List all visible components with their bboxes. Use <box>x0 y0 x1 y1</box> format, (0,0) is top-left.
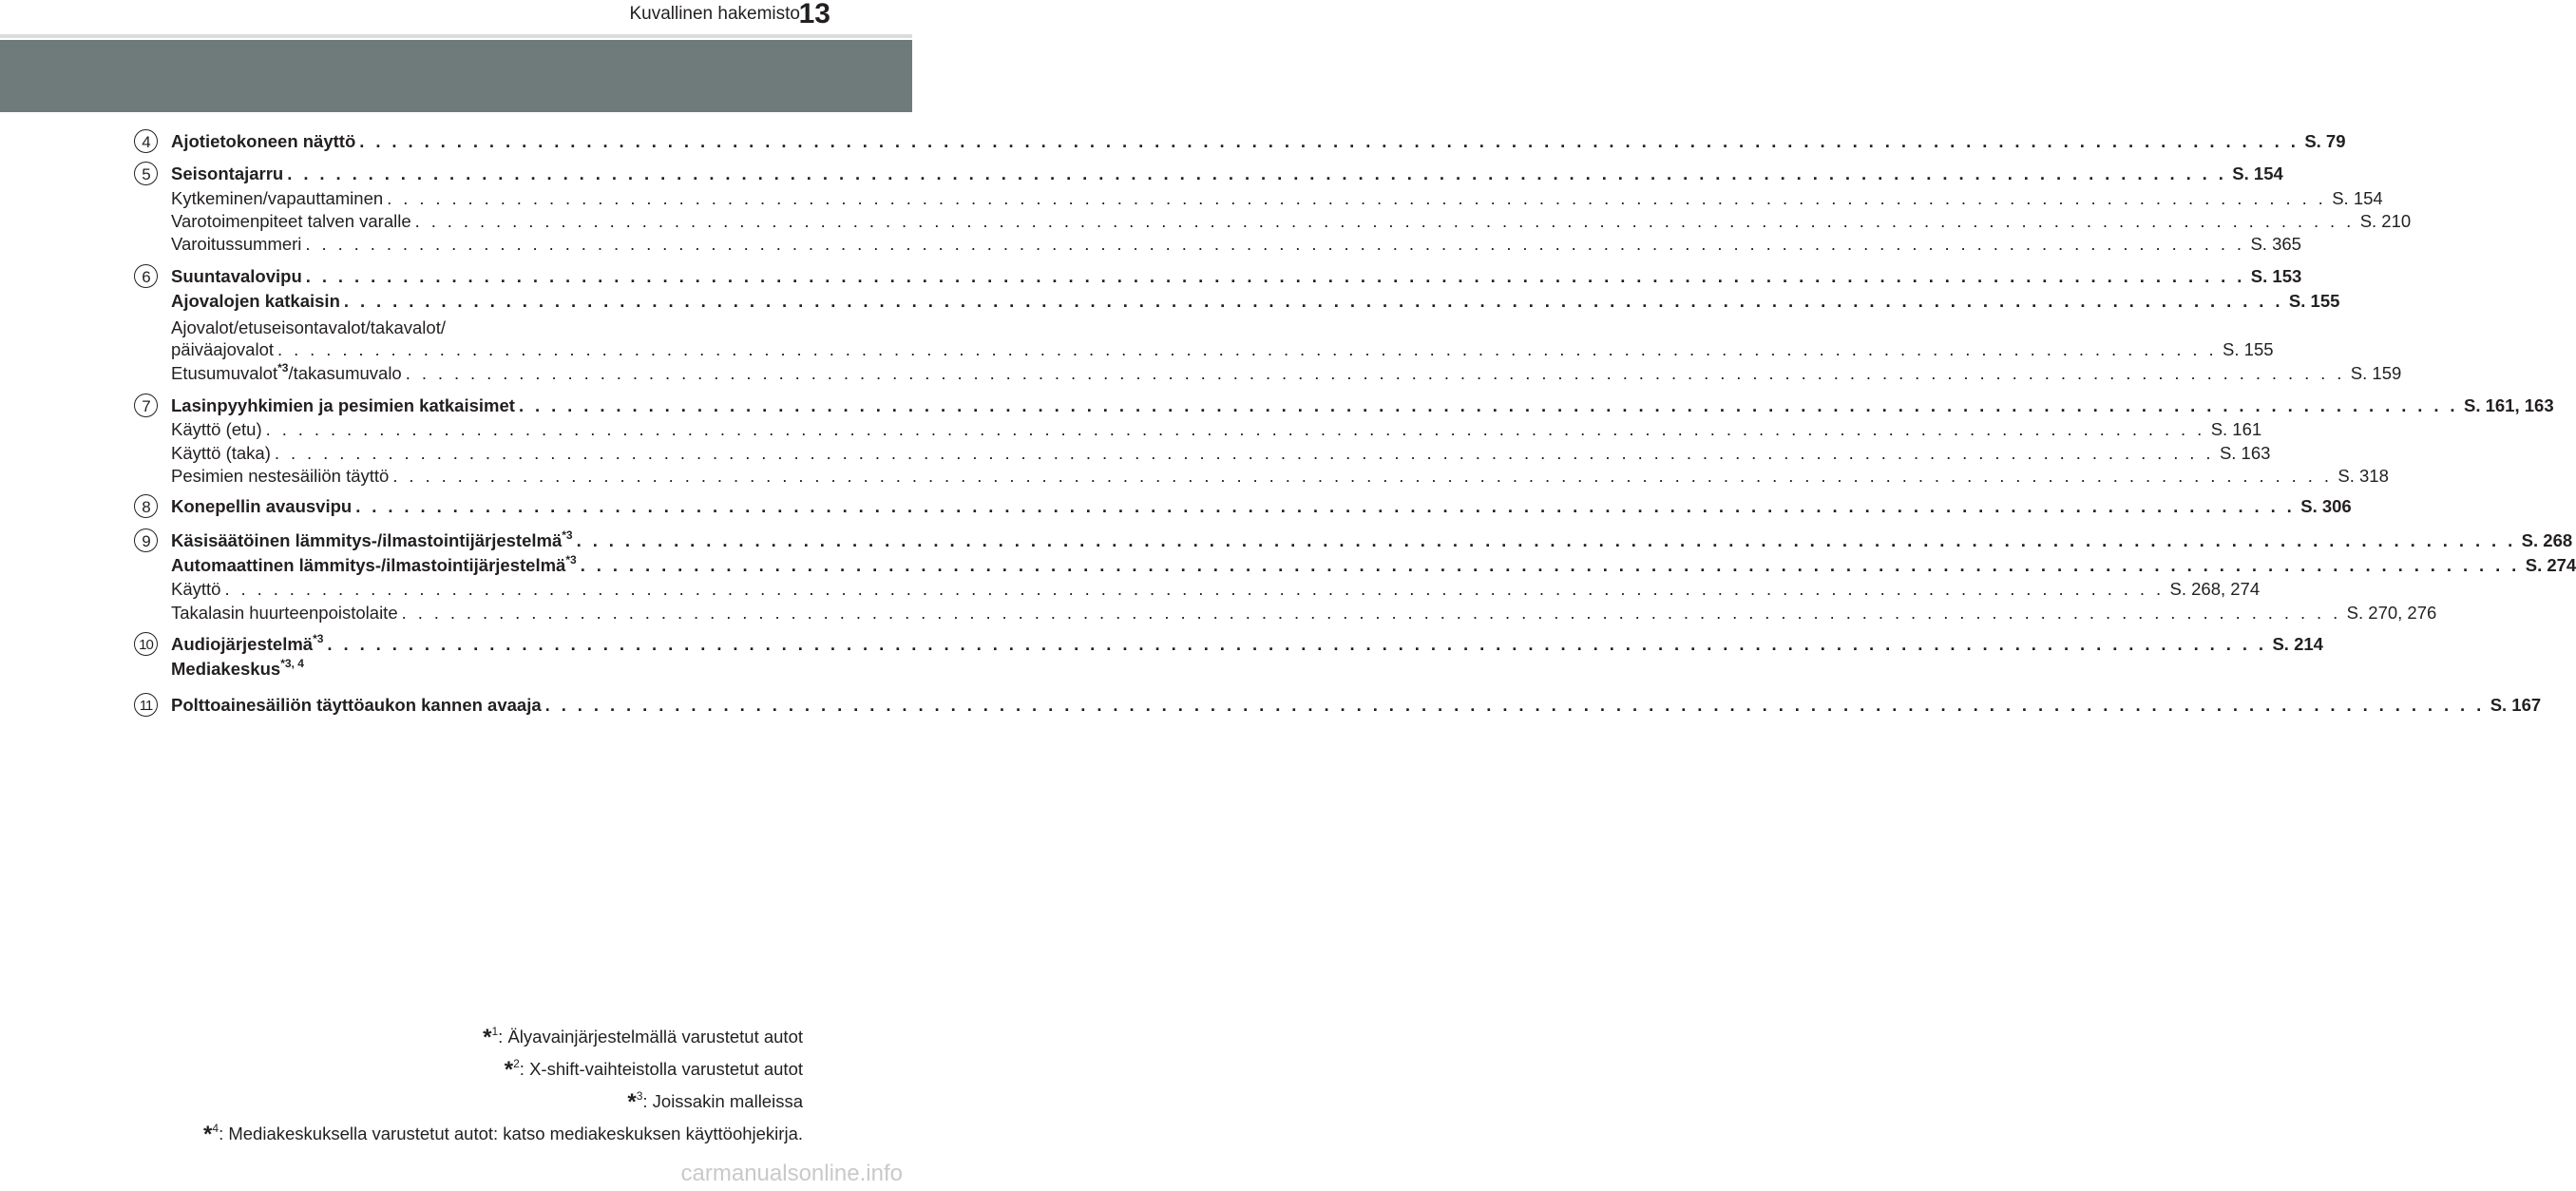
index-label: Kytkeminen/vapauttaminen <box>171 188 384 208</box>
index-row <box>171 163 2283 185</box>
leader-dots: . . . . . . . . . . . . . . . . . . . . . . . . . . . . . . . . . . . . . . . . . . . . . . . . . . . . . . . . . . . . . . . . . . . . . . . . . . . . . . . . . . . . . . . . . . . . . . . . . . . . . . . . . . . . . . . . . . . . . . . . <box>544 695 2485 715</box>
index-label: Pesimien nestesäiliön täyttö <box>171 466 390 486</box>
leader-dots: . . . . . . . . . . . . . . . . . . . . . . . . . . . . . . . . . . . . . . . . . . . . . . . . . . . . . . . . . . . . . . . . . . . . . . . . . . . . . . . . . . . . . . . . . . . . . . . . . . . . . . . . . . . . . . . . . . . . . . . . <box>580 555 2520 575</box>
page-reference[interactable]: S. 268, 274 <box>2169 579 2261 599</box>
index-row <box>171 338 2274 361</box>
index-row <box>171 210 2412 233</box>
section-badge-6: 6 <box>134 264 158 288</box>
footnote: *$^1$: Älyavainjärjestelmällä varustetut autot <box>483 1025 803 1050</box>
index-label: Etusumuvalot$^{*3}$/takasumuvalo <box>171 361 402 383</box>
index-label: Suuntavalovipu <box>171 266 302 286</box>
page-reference[interactable]: S. 79 <box>2304 131 2346 151</box>
leader-dots: . . . . . . . . . . . . . . . . . . . . . . . . . . . . . . . . . . . . . . . . . . . . . . . . . . . . . . . . . . . . . . . . . . . . . . . . . . . . . . . . . . . . . . . . . . . . . . . . . . . . . . . . . . . . . . . . . . . . . . . . <box>287 163 2227 183</box>
index-row <box>171 465 2389 488</box>
page-reference[interactable]: S. 270, 276 <box>2346 603 2437 623</box>
leader-dots: . . . . . . . . . . . . . . . . . . . . . . . . . . . . . . . . . . . . . . . . . . . . . . . . . . . . . . . . . . . . . . . . . . . . . . . . . . . . . . . . . . . . . . . . . . . . . . . . . . . . . . . . . . . . . . . . . . . . . . . . <box>305 234 2245 254</box>
header-strip <box>0 0 912 34</box>
index-row <box>171 578 2261 601</box>
index-row <box>171 233 2301 256</box>
footnotes <box>203 1021 803 1150</box>
leader-dots: . . . . . . . . . . . . . . . . . . . . . . . . . . . . . . . . . . . . . . . . . . . . . . . . . . . . . . . . . . . . . . . . . . . . . . . . . . . . . . . . . . . . . . . . . . . . . . . . . . . . . . . . . . . . . . . . . . . . . . . . <box>392 466 2333 486</box>
index-row <box>171 442 2271 465</box>
header-band <box>0 40 912 112</box>
index-label: Automaattinen lämmitys-/ilmastointijärjestelmä$^{*3}$ <box>171 553 577 575</box>
index-row <box>171 553 2576 577</box>
index-label: Mediakeskus$^{*3, 4}$ <box>171 657 304 679</box>
page-reference[interactable]: S. 318 <box>2337 466 2389 486</box>
footnote: *$^4$: Mediakeskuksella varustetut autot: katso mediakeskuksen käyttöohjekirja. <box>203 1122 803 1147</box>
page-reference[interactable]: S. 274 <box>2525 555 2576 575</box>
index-label: Käsisäätöinen lämmitys-/ilmastointijärjestelmä$^{*3}$ <box>171 528 573 550</box>
index-row <box>171 658 768 681</box>
page-reference[interactable]: S. 210 <box>2359 211 2412 231</box>
page-reference[interactable]: S. 161, 163 <box>2463 395 2554 415</box>
index-label: Ajotietokoneen näyttö <box>171 131 356 151</box>
page-reference[interactable]: S. 167 <box>2490 695 2542 715</box>
leader-dots: . . . . . . . . . . . . . . . . . . . . . . . . . . . . . . . . . . . . . . . . . . . . . . . . . . . . . . . . . . . . . . . . . . . . . . . . . . . . . . . . . . . . . . . . . . . . . . . . . . . . . . . . . . . . . . . . . . . . . . . . <box>401 603 2341 623</box>
index-label: Konepellin avausvipu <box>171 496 353 516</box>
index-label: Varotoimenpiteet talven varalle <box>171 211 411 231</box>
leader-dots: . . . . . . . . . . . . . . . . . . . . . . . . . . . . . . . . . . . . . . . . . . . . . . . . . . . . . . . . . . . . . . . . . . . . . . . . . . . . . . . . . . . . . . . . . . . . . . . . . . . . . . . . . . . . . . . . . . . . . . . . <box>274 443 2214 463</box>
page-reference[interactable]: S. 214 <box>2272 634 2323 654</box>
section-badge-5: 5 <box>134 162 158 185</box>
leader-dots: . . . . . . . . . . . . . . . . . . . . . . . . . . . . . . . . . . . . . . . . . . . . . . . . . . . . . . . . . . . . . . . . . . . . . . . . . . . . . . . . . . . . . . . . . . . . . . . . . . . . . . . . . . . . . . . . . . . . . . . . <box>343 291 2283 311</box>
index-label: Polttoainesäiliön täyttöaukon kannen avaaja <box>171 695 542 715</box>
index-row <box>171 290 2340 313</box>
index-label: Käyttö <box>171 579 221 599</box>
index-row <box>171 317 768 339</box>
page-reference[interactable]: S. 365 <box>2250 234 2301 254</box>
footnote: *$^2$: X-shift-vaihteistolla varustetut autot <box>504 1057 803 1083</box>
footnote: *$^3$: Joissakin malleissa <box>627 1089 803 1115</box>
chapter-title: Kuvallinen hakemisto <box>629 4 800 24</box>
index-row <box>171 528 2573 552</box>
leader-dots: . . . . . . . . . . . . . . . . . . . . . . . . . . . . . . . . . . . . . . . . . . . . . . . . . . . . . . . . . . . . . . . . . . . . . . . . . . . . . . . . . . . . . . . . . . . . . . . . . . . . . . . . . . . . . . . . . . . . . . . . <box>387 188 2327 208</box>
index-row <box>171 394 2554 417</box>
index-row <box>171 602 2437 624</box>
footnote-reference: *3 <box>313 632 324 645</box>
index-row <box>171 694 2542 717</box>
leader-dots: . . . . . . . . . . . . . . . . . . . . . . . . . . . . . . . . . . . . . . . . . . . . . . . . . . . . . . . . . . . . . . . . . . . . . . . . . . . . . . . . . . . . . . . . . . . . . . . . . . . . . . . . . . . . . . . . . . . . . . . . <box>224 579 2165 599</box>
index-label: Lasinpyyhkimien ja pesimien katkaisimet <box>171 395 515 415</box>
section-badge-8: 8 <box>134 494 158 518</box>
page-reference[interactable]: S. 159 <box>2350 363 2402 383</box>
footnote-reference: *3 <box>277 361 289 375</box>
leader-dots: . . . . . . . . . . . . . . . . . . . . . . . . . . . . . . . . . . . . . . . . . . . . . . . . . . . . . . . . . . . . . . . . . . . . . . . . . . . . . . . . . . . . . . . . . . . . . . . . . . . . . . . . . . . . . . . . . . . . . . . . <box>305 266 2245 286</box>
header-divider <box>0 34 912 38</box>
section-badge-9: 9 <box>134 528 158 552</box>
footnote-reference: *3 <box>565 553 577 567</box>
index-label: Seisontajarru <box>171 163 284 183</box>
page-reference[interactable]: S. 161 <box>2210 419 2262 439</box>
index-label: päiväajovalot <box>171 339 274 359</box>
index-label: Käyttö (taka) <box>171 443 271 463</box>
section-badge-4: 4 <box>134 129 158 153</box>
page-reference[interactable]: S. 163 <box>2219 443 2271 463</box>
page-reference[interactable]: S. 153 <box>2250 266 2302 286</box>
leader-dots: . . . . . . . . . . . . . . . . . . . . . . . . . . . . . . . . . . . . . . . . . . . . . . . . . . . . . . . . . . . . . . . . . . . . . . . . . . . . . . . . . . . . . . . . . . . . . . . . . . . . . . . . . . . . . . . . . . . . . . . . <box>355 496 2296 516</box>
section-badge-7: 7 <box>134 394 158 417</box>
leader-dots: . . . . . . . . . . . . . . . . . . . . . . . . . . . . . . . . . . . . . . . . . . . . . . . . . . . . . . . . . . . . . . . . . . . . . . . . . . . . . . . . . . . . . . . . . . . . . . . . . . . . . . . . . . . . . . . . . . . . . . . . <box>405 363 2345 383</box>
page-reference[interactable]: S. 268 <box>2521 530 2573 550</box>
page-reference[interactable]: S. 155 <box>2223 339 2274 359</box>
index-label: Takalasin huurteenpoistolaite <box>171 603 398 623</box>
page-reference[interactable]: S. 154 <box>2332 188 2383 208</box>
index-label: Varoitussummeri <box>171 234 302 254</box>
watermark: carmanualsonline.info <box>680 1161 903 1186</box>
page-reference[interactable]: S. 154 <box>2232 163 2283 183</box>
page-reference[interactable]: S. 155 <box>2288 291 2340 311</box>
index-row <box>171 130 2346 153</box>
footnote-reference: *3 <box>562 528 573 542</box>
leader-dots: . . . . . . . . . . . . . . . . . . . . . . . . . . . . . . . . . . . . . . . . . . . . . . . . . . . . . . . . . . . . . . . . . . . . . . . . . . . . . . . . . . . . . . . . . . . . . . . . . . . . . . . . . . . . . . . . . . . . . . . . <box>277 339 2218 359</box>
leader-dots: . . . . . . . . . . . . . . . . . . . . . . . . . . . . . . . . . . . . . . . . . . . . . . . . . . . . . . . . . . . . . . . . . . . . . . . . . . . . . . . . . . . . . . . . . . . . . . . . . . . . . . . . . . . . . . . . . . . . . . . . <box>359 131 2299 151</box>
page-number: 13 <box>798 0 830 29</box>
index-row <box>171 495 2352 518</box>
index-row <box>171 632 2323 656</box>
index-row <box>171 361 2402 385</box>
leader-dots: . . . . . . . . . . . . . . . . . . . . . . . . . . . . . . . . . . . . . . . . . . . . . . . . . . . . . . . . . . . . . . . . . . . . . . . . . . . . . . . . . . . . . . . . . . . . . . . . . . . . . . . . . . . . . . . . . . . . . . . . <box>518 395 2458 415</box>
index-label: Ajovalojen katkaisin <box>171 291 340 311</box>
index-row <box>171 265 2302 288</box>
index-row <box>171 418 2262 441</box>
leader-dots: . . . . . . . . . . . . . . . . . . . . . . . . . . . . . . . . . . . . . . . . . . . . . . . . . . . . . . . . . . . . . . . . . . . . . . . . . . . . . . . . . . . . . . . . . . . . . . . . . . . . . . . . . . . . . . . . . . . . . . . . <box>327 634 2267 654</box>
section-badge-11: 11 <box>134 693 158 717</box>
index-row <box>171 187 2383 210</box>
index-label: Ajovalot/etuseisontavalot/takavalot/ <box>171 317 446 337</box>
page-reference[interactable]: S. 306 <box>2300 496 2352 516</box>
index-label: Audiojärjestelmä$^{*3}$ <box>171 632 324 654</box>
footnote-reference: *3, 4 <box>280 657 304 670</box>
leader-dots: . . . . . . . . . . . . . . . . . . . . . . . . . . . . . . . . . . . . . . . . . . . . . . . . . . . . . . . . . . . . . . . . . . . . . . . . . . . . . . . . . . . . . . . . . . . . . . . . . . . . . . . . . . . . . . . . . . . . . . . . <box>576 530 2516 550</box>
leader-dots: . . . . . . . . . . . . . . . . . . . . . . . . . . . . . . . . . . . . . . . . . . . . . . . . . . . . . . . . . . . . . . . . . . . . . . . . . . . . . . . . . . . . . . . . . . . . . . . . . . . . . . . . . . . . . . . . . . . . . . . . <box>414 211 2355 231</box>
leader-dots: . . . . . . . . . . . . . . . . . . . . . . . . . . . . . . . . . . . . . . . . . . . . . . . . . . . . . . . . . . . . . . . . . . . . . . . . . . . . . . . . . . . . . . . . . . . . . . . . . . . . . . . . . . . . . . . . . . . . . . . . <box>265 419 2205 439</box>
section-badge-10: 10 <box>134 632 158 656</box>
index-label: Käyttö (etu) <box>171 419 262 439</box>
